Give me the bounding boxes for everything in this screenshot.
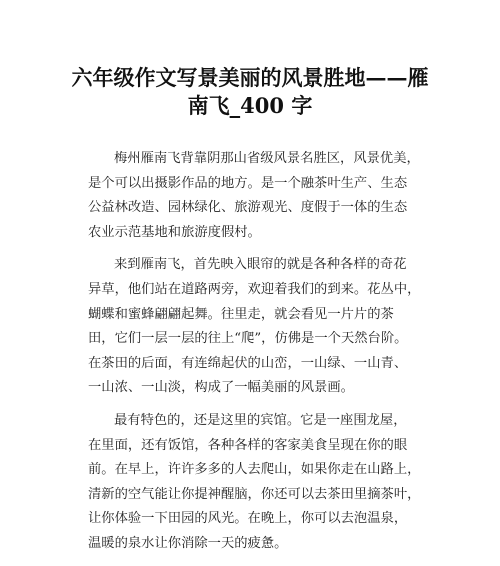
paragraph-2 (88, 253, 421, 401)
paragraph-line: 蝴蝶和蜜蜂翩翩起舞。往里走，就会看见一片片的茶 (88, 306, 394, 322)
paragraph-3 (88, 409, 421, 557)
paragraph-line: 在里面，还有饭馆，各种各样的客家美食呈现在你的眼 (88, 437, 408, 453)
paragraph-line: 让你体验一下田园的风光。在晚上，你可以去泡温泉， (88, 511, 408, 527)
title-line-2: 南飞_400 字 (187, 93, 313, 118)
paragraph-line: 温暖的泉水让你消除一天的疲惫。 (88, 535, 288, 551)
paragraph-line: 来到雁南飞，首先映入眼帘的就是各种各样的奇花 (114, 257, 407, 273)
paragraph-line: 公益林改造、园林绿化、旅游观光、度假于一体的生态 (88, 200, 408, 216)
paragraph-line: 田，它们一层一层的往上“爬”，仿佛是一个天然台阶。 (88, 331, 408, 347)
article-body (88, 147, 421, 565)
document-title (60, 64, 440, 120)
paragraph-1 (88, 147, 420, 245)
paragraph-line: 一山浓、一山淡，构成了一幅美丽的风景画。 (88, 380, 354, 396)
paragraph-line: 最有特色的，还是这里的宾馆。它是一座围龙屋， (114, 412, 407, 428)
paragraph-line: 梅州雁南飞背靠阴那山省级风景名胜区，风景优美， (114, 151, 420, 166)
paragraph-line: 清新的空气能让你提神醒脑，你还可以去茶田里摘茶叶， (88, 486, 421, 502)
paragraph-line: 异草，他们站在道路两旁，欢迎着我们的到来。花丛中， (88, 281, 421, 297)
paragraph-line: 前。在早上，许许多多的人去爬山，如果你走在山路上， (88, 462, 421, 478)
title-line-1: 六年级作文写景美丽的风景胜地——雁 (71, 65, 429, 90)
paragraph-line: 在茶田的后面，有连绵起伏的山峦，一山绿、一山青、 (88, 355, 408, 371)
paragraph-line: 农业示范基地和旅游度假村。 (88, 224, 261, 240)
paragraph-line: 是个可以出摄影作品的地方。是一个融茶叶生产、生态 (88, 175, 408, 191)
